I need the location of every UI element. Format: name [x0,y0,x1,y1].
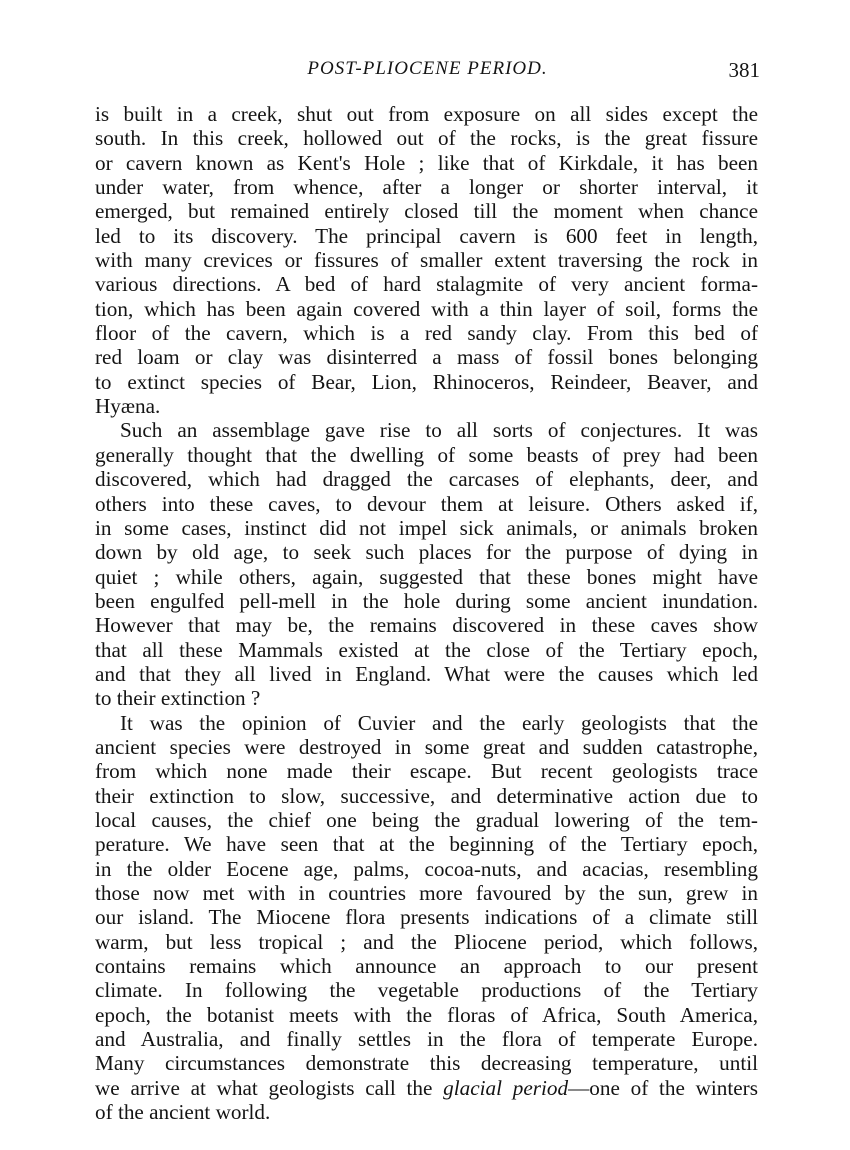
text-line: south. In this creek, hollowed out of the rocks, is the great fissure [95,126,758,151]
body-text [95,102,758,1124]
text-line: epoch, the botanist meets with the floras of Africa, South America, [95,1002,758,1027]
running-title: POST-PLIOCENE PERIOD. [307,58,548,79]
text-line: or cavern known as Kent's Hole ; like that of Kirkdale, it has been [95,150,758,175]
page-number: 381 [728,58,760,82]
text-line: red loam or clay was disinterred a mass of fossil bones belonging [95,345,758,370]
text-line: floor of the cavern, which is a red sandy clay. From this bed of [95,321,758,346]
text-line: to their extinction ? [95,686,261,711]
text-line: to extinct species of Bear, Lion, Rhinoceros, Reindeer, Beaver, and [95,369,758,394]
text-line: that all these Mammals existed at the close of the Tertiary epoch, [95,637,758,662]
page-header [95,58,760,88]
text-line: quiet ; while others, again, suggested that these bones might have [95,564,758,589]
text-line: perature. We have seen that at the beginning of the Tertiary epoch, [95,832,758,857]
text-line: ancient species were destroyed in some great and sudden catastrophe, [95,734,758,759]
text-line: our island. The Miocene flora presents indications of a climate still [95,905,758,930]
text-line: is built in a creek, shut out from exposure on all sides except the [95,102,758,126]
text-line: Many circumstances demonstrate this decreasing temperature, until [95,1051,758,1076]
italic-term: glacial period [443,1075,569,1100]
text-line: Such an assemblage gave rise to all sorts of conjectures. It was [120,418,758,443]
text-line: Hyæna. [95,394,161,419]
text-line: been engulfed pell-mell in the hole during some ancient inundation. [95,588,758,613]
text-line: their extinction to slow, successive, and determinative action due to [95,783,758,808]
text-line: emerged, but remained entirely closed till the moment when chance [95,199,758,224]
text-line: those now met with in countries more favoured by the sun, grew in [95,881,758,905]
text-line: However that may be, the remains discovered in these caves show [95,613,758,638]
text-line: under water, from whence, after a longer or shorter interval, it [95,175,758,200]
text-line: generally thought that the dwelling of some beasts of prey had been [95,442,758,467]
text-line: from which none made their escape. But recent geologists trace [95,759,758,784]
text-line: of the ancient world. [95,1100,271,1125]
text-line [95,1076,758,1100]
text-line: and that they all lived in England. What were the causes which led [95,661,758,686]
text-line: down by old age, to seek such places for the purpose of dying in [95,540,758,565]
text-line: and Australia, and finally settles in the flora of temperate Europe. [95,1027,758,1052]
text-segment: —one of the winters [568,1075,758,1100]
text-line: discovered, which had dragged the carcases of elephants, deer, and [95,467,758,492]
text-line: It was the opinion of Cuvier and the early geologists that the [120,710,758,735]
text-line: others into these caves, to devour them at leisure. Others asked if, [95,491,758,516]
text-line: led to its discovery. The principal cavern is 600 feet in length, [95,223,758,248]
text-line: various directions. A bed of hard stalagmite of very ancient forma- [95,272,758,297]
text-line: in some cases, instinct did not impel sick animals, or animals broken [95,515,758,540]
text-line: local causes, the chief one being the gradual lowering of the tem- [95,807,758,832]
text-line: warm, but less tropical ; and the Pliocene period, which follows, [95,929,758,954]
text-line: in the older Eocene age, palms, cocoa-nuts, and acacias, resembling [95,856,758,881]
text-line: tion, which has been again covered with a thin layer of soil, forms the [95,296,758,321]
text-segment: we arrive at what geologists call the [95,1075,444,1100]
text-line: contains remains which announce an approach to our present [95,954,758,979]
text-line: with many crevices or fissures of smaller extent traversing the rock in [95,248,758,273]
text-line: climate. In following the vegetable productions of the Tertiary [95,978,758,1003]
